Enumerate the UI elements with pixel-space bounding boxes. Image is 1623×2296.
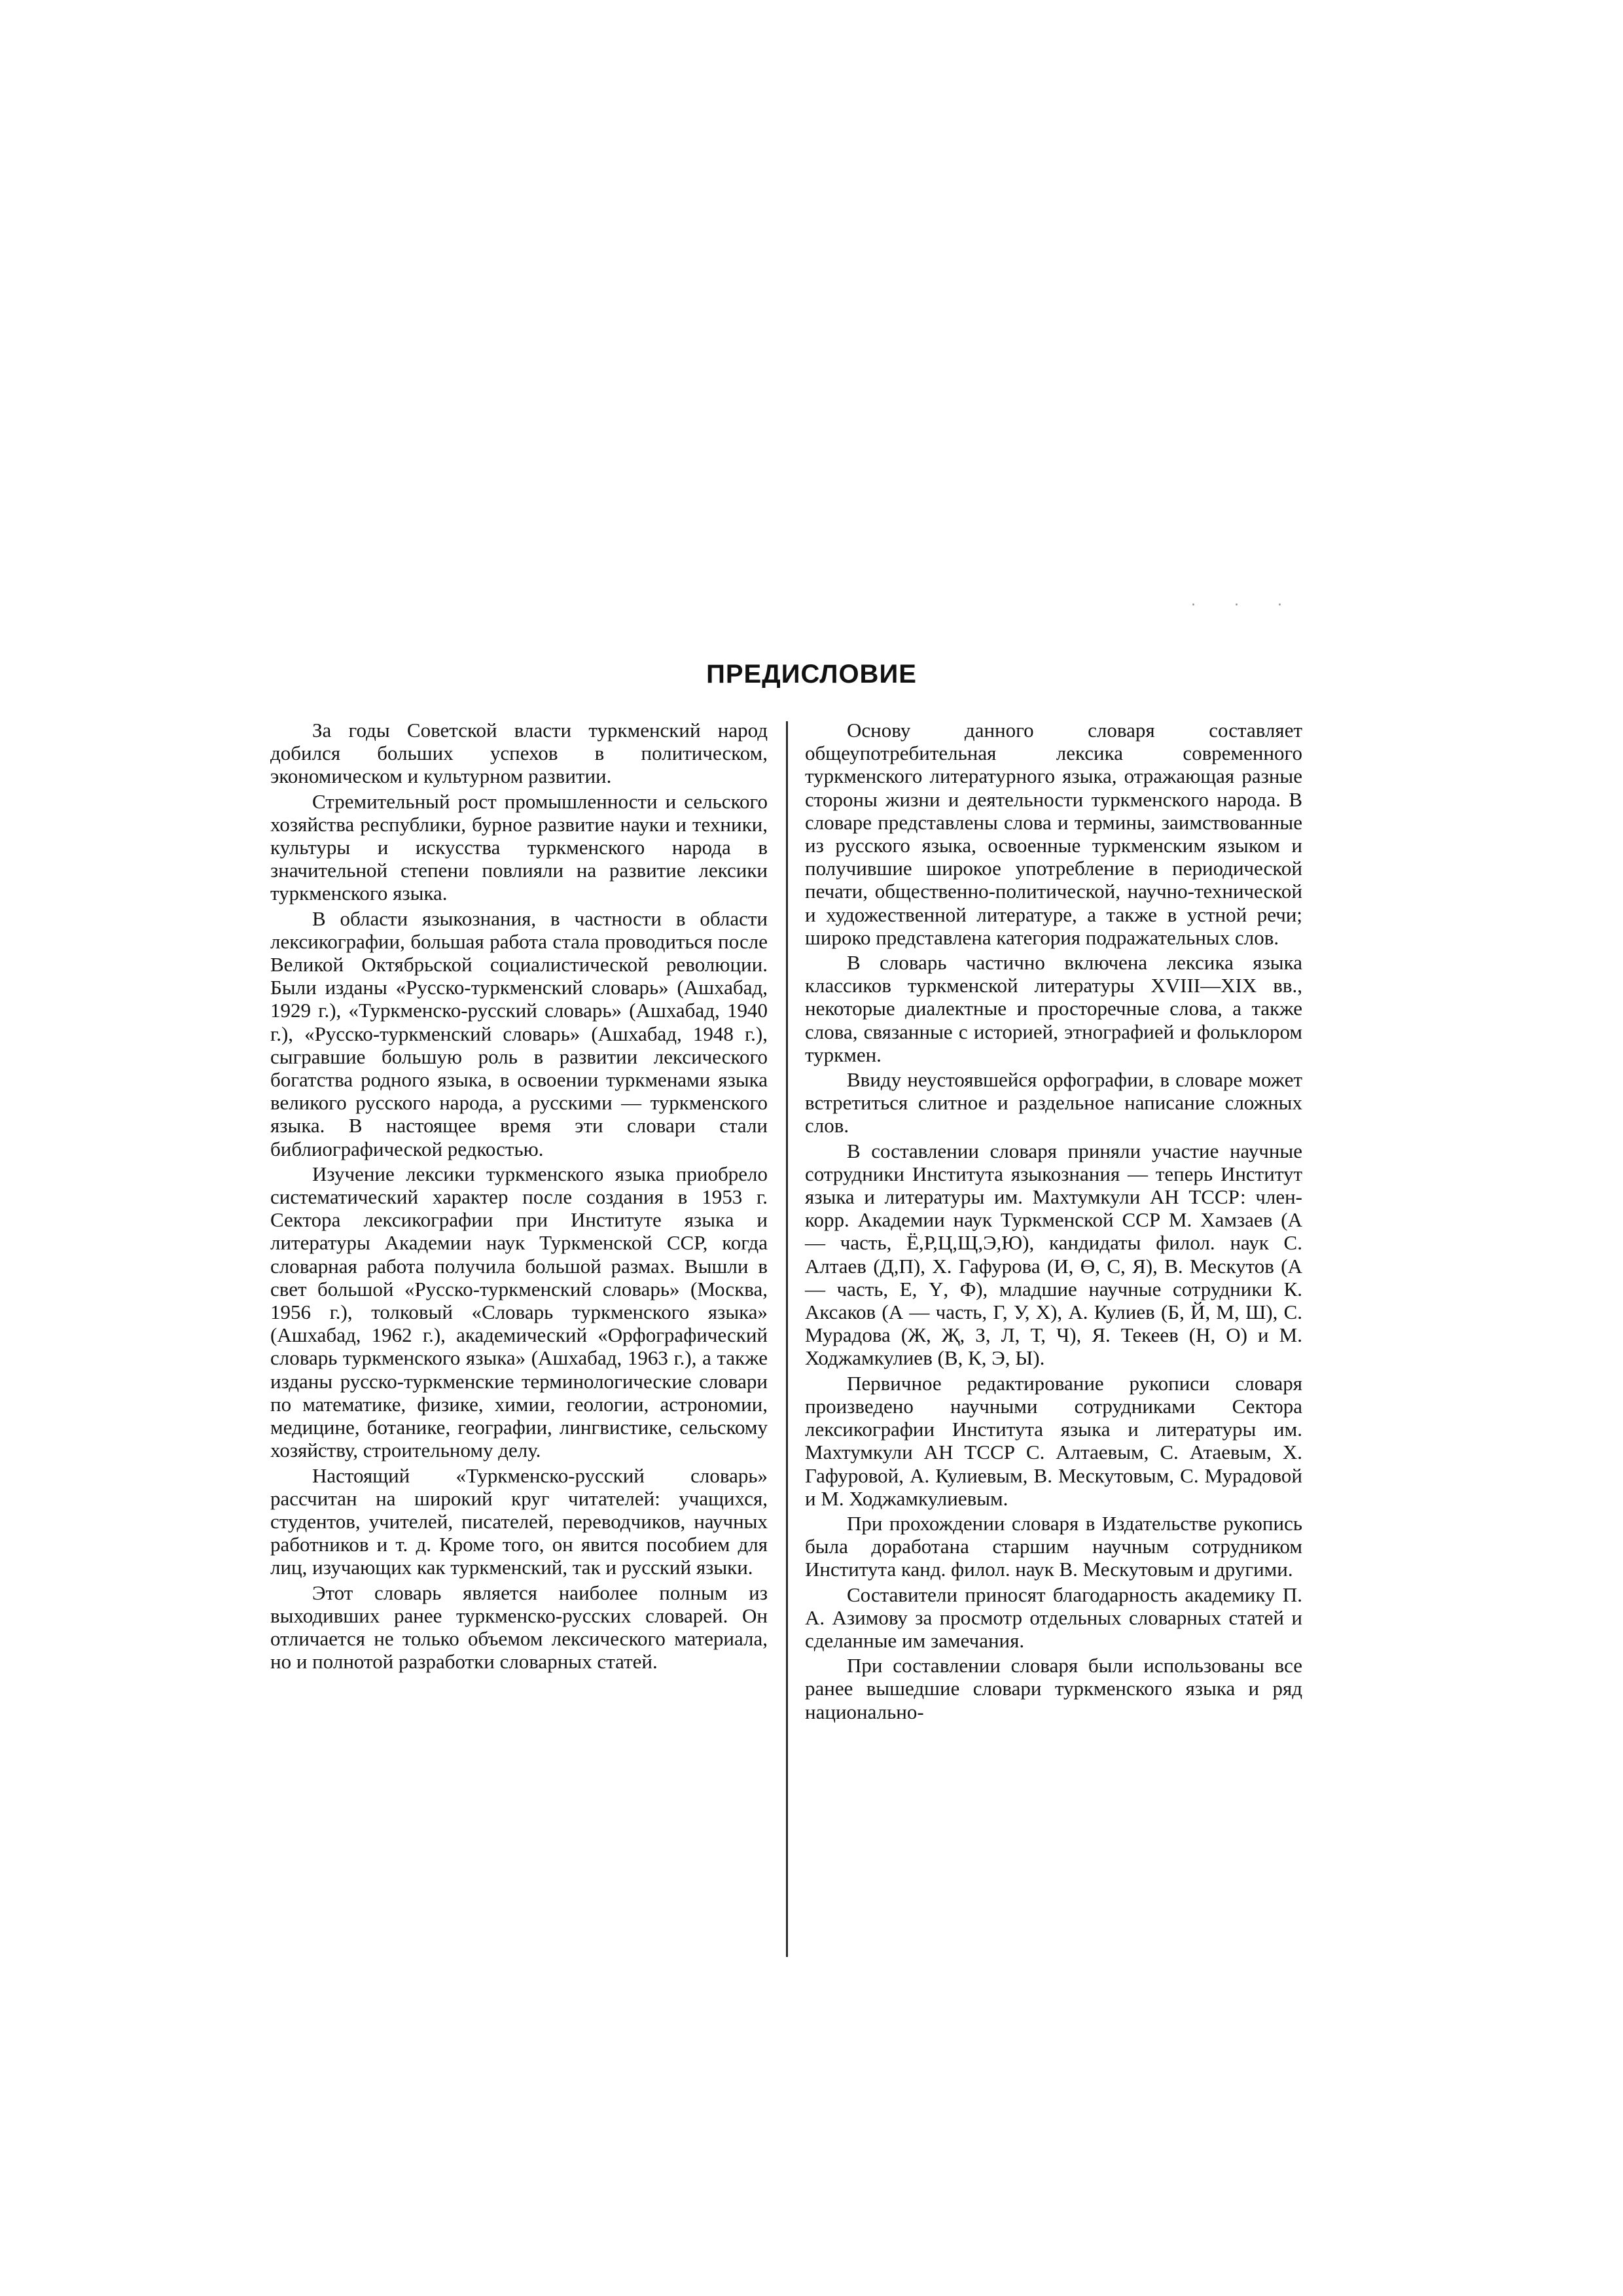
column-divider: [786, 721, 788, 1957]
paragraph: При прохождении словаря в Издательстве рукопись была доработана старшим научным сотрудником Института канд. филол. наук В. Мескутовым и другими.: [805, 1511, 1302, 1581]
paragraph: Основу данного словаря составляет общеупотребительная лексика современного туркменского литературного языка, отражающая разные стороны жизни и деятельности туркменского народа. В словаре представлены слова и термины, заимствованные из русского языка, освоенные туркменским языком и получившие широкое употребление в периодической печати, общественно-политической, научно-технической и художественной литературе, а также в устной речи; широко представлена категория подражательных слов.: [805, 719, 1302, 949]
paragraph: Составители приносят благодарность академику П. А. Азимову за просмотр отдельных словарных статей и сделанные им замечания.: [805, 1583, 1302, 1652]
paragraph: Ввиду неустоявшейся орфографии, в словаре может встретиться слитное и раздельное написание сложных слов.: [805, 1068, 1302, 1138]
paragraph: Стремительный рост промышленности и сельского хозяйства республики, бурное развитие науки и техники, культуры и искусства туркменского народа в значительной степени повлияли на развитие лексики туркменского языка.: [270, 789, 768, 905]
paragraph: При составлении словаря были использованы все ранее вышедшие словари туркменского языка и ряд национально-: [805, 1654, 1302, 1723]
page-title: ПРЕДИСЛОВИЕ: [706, 660, 917, 689]
right-column: [805, 719, 1302, 1725]
paragraph: В области языкознания, в частности в области лексикографии, большая работа стала проводиться после Великой Октябрьской социалистической революции. Были изданы «Русско-туркменский словарь» (Ашхабад, 1929 г.), «Туркменско-русский словарь» (Ашхабад, 1940 г.), «Русско-туркменский словарь» (Ашхабад, 1948 г.), сыгравшие большую роль в развитии лексического богатства родного языка, в освоении туркменами языка великого русского народа, а русскими — туркменского языка. В настоящее время эти словари стали библиографической редкостью.: [270, 906, 768, 1160]
paragraph: В словарь частично включена лексика языка классиков туркменской литературы XVIII—XIX вв., некоторые диалектные и просторечные слова, а также слова, связанные с историей, этнографией и фольклором туркмен.: [805, 951, 1302, 1066]
paragraph: Изучение лексики туркменского языка приобрело систематический характер после создания в 1953 г. Сектора лексикографии при Институте языка и литературы Академии наук Туркменской ССР, когда словарная работа получила большой размах. Вышли в свет большой «Русско-туркменский словарь» (Москва, 1956 г.), толковый «Словарь туркменского языка» (Ашхабад, 1962 г.), академический «Орфографический словарь туркменского языка» (Ашхабад, 1963 г.), а также изданы русско-туркменские терминологические словари по математике, физике, химии, геологии, астрономии, медицине, ботанике, географии, лингвистике, сельскому хозяйству, строительному делу.: [270, 1162, 768, 1462]
left-column: [270, 719, 768, 1675]
paragraph: Первичное редактирование рукописи словаря произведено научными сотрудниками Сектора лексикографии Института языка и литературы им. Махтумкули АН ТССР С. Алтаевым, С. Атаевым, Х. Гафуровой, А. Кулиевым, В. Мескутовым, С. Мурадовой и М. Ходжамкулиевым.: [805, 1371, 1302, 1510]
scan-specks: . . .: [1191, 593, 1299, 609]
paragraph: За годы Советской власти туркменский народ добился больших успехов в политическом, экономическом и культурном развитии.: [270, 719, 768, 788]
paragraph: Этот словарь является наиболее полным из выходивших ранее туркменско-русских словарей. Он отличается не только объемом лексического материала, но и полнотой разработки словарных статей.: [270, 1581, 768, 1674]
paragraph: Настоящий «Туркменско-русский словарь» рассчитан на широкий круг читателей: учащихся, студентов, учителей, писателей, переводчиков, научных работников и т. д. Кроме того, он явится пособием для лиц, изучающих как туркменский, так и русский языки.: [270, 1463, 768, 1579]
paragraph: В составлении словаря приняли участие научные сотрудники Института языкознания — теперь Институт языка и литературы им. Махтумкули АН ТССР: член-корр. Академии наук Туркменской ССР М. Хамзаев (А — часть, Ё,Р,Ц,Щ,Э,Ю), кандидаты филол. наук С. Алтаев (Д,П), Х. Гафурова (И, Ө, С, Я), В. Мескутов (А — часть, Е, Ү, Ф), младшие научные сотрудники К. Аксаков (А — часть, Г, У, Х), А. Кулиев (Б, Й, М, Ш), С. Мурадова (Ж, Җ, З, Л, Т, Ч), Я. Текеев (Н, О) и М. Ходжамкулиев (В, К, Э, Ы).: [805, 1139, 1302, 1370]
